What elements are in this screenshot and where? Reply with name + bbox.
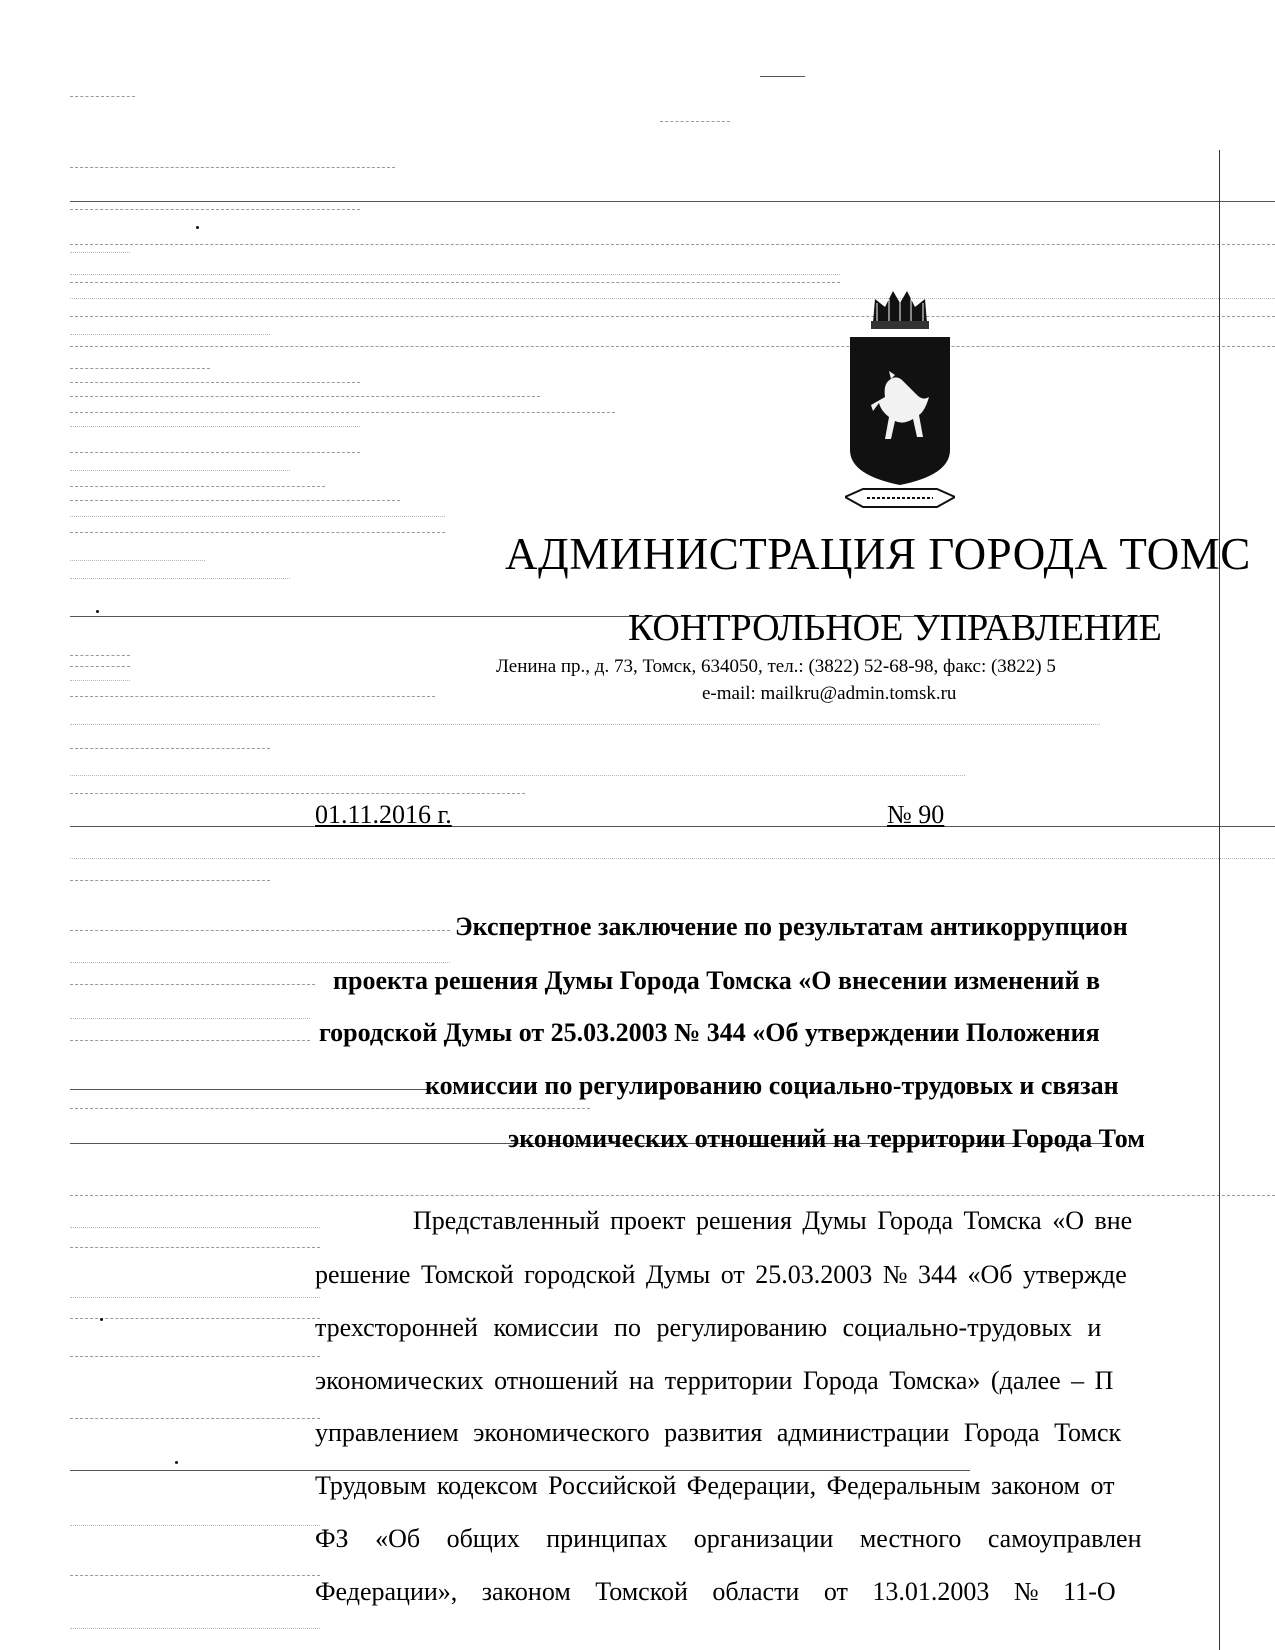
scan-artifact	[70, 1040, 310, 1041]
scan-artifact	[70, 244, 1275, 245]
scan-artifact	[70, 793, 525, 794]
scan-artifact	[70, 696, 435, 697]
scan-artifact	[70, 516, 445, 517]
body-line: трехсторонней комиссии по регулированию социально-трудовых и	[315, 1313, 1102, 1342]
title-line: экономических отношений на территории Города Том	[508, 1124, 1145, 1153]
title-line: Экспертное заключение по результатам антикоррупцион	[455, 912, 1128, 941]
scan-artifact	[70, 1195, 1275, 1196]
scan-artifact	[70, 396, 540, 397]
scan-vertical-line	[1219, 150, 1220, 1650]
scan-speck	[175, 1461, 178, 1464]
scan-speck	[196, 226, 199, 229]
document-date: 01.11.2016 г.	[315, 800, 452, 829]
scan-artifact	[70, 1089, 430, 1090]
scan-artifact	[70, 775, 965, 776]
scan-artifact	[70, 1356, 320, 1357]
scan-artifact	[70, 426, 360, 427]
scan-artifact	[70, 486, 325, 487]
body-line: решение Томской городской Думы от 25.03.2003 № 344 «Об утвержде	[315, 1260, 1127, 1289]
scan-artifact	[70, 282, 840, 283]
scan-artifact	[70, 724, 1100, 725]
scan-artifact	[660, 121, 730, 122]
department-title: КОНТРОЛЬНОЕ УПРАВЛЕНИЕ	[628, 607, 1162, 649]
scan-artifact	[70, 826, 1275, 827]
scan-artifact	[70, 412, 615, 413]
scan-artifact	[70, 984, 315, 985]
scan-artifact	[760, 76, 805, 77]
scan-artifact	[70, 334, 270, 335]
scan-artifact	[70, 962, 450, 963]
scan-artifact	[70, 298, 1275, 299]
scan-artifact	[70, 578, 290, 579]
scan-artifact	[70, 560, 205, 561]
scan-artifact	[70, 274, 840, 275]
body-line: экономических отношений на территории Города Томска» (далее – П	[315, 1366, 1114, 1395]
body-line: Представленный проект решения Думы Города Томска «О вне	[413, 1206, 1133, 1235]
body-line: Трудовым кодексом Российской Федерации, Федеральным законом от	[315, 1471, 1115, 1500]
scan-artifact	[70, 1247, 320, 1248]
document-number: № 90	[887, 800, 945, 829]
scan-artifact	[70, 1108, 590, 1109]
scan-artifact	[70, 858, 1275, 859]
scan-artifact	[70, 680, 130, 681]
title-line: комиссии по регулированию социально-трудовых и связан	[425, 1071, 1119, 1100]
scan-artifact	[70, 368, 210, 369]
scan-artifact	[70, 382, 360, 383]
scan-artifact	[70, 500, 400, 501]
scan-artifact	[70, 666, 130, 667]
body-line: управлением экономического развития администрации Города Томск	[315, 1418, 1122, 1447]
body-line: Федерации», законом Томской области от 13.01.2003 № 11-О	[315, 1577, 1116, 1606]
email-line: e-mail: mailkru@admin.tomsk.ru	[702, 683, 957, 704]
scan-artifact	[70, 748, 270, 749]
scan-artifact	[70, 201, 1275, 202]
scan-artifact	[70, 1297, 320, 1298]
scan-artifact	[70, 209, 360, 210]
scan-artifact	[70, 1018, 310, 1019]
scan-artifact	[70, 316, 1275, 317]
scan-artifact	[70, 1575, 320, 1576]
scan-artifact	[70, 1318, 320, 1319]
organization-title: АДМИНИСТРАЦИЯ ГОРОДА ТОМС	[505, 529, 1251, 579]
scan-artifact	[70, 452, 360, 453]
scan-artifact	[70, 1628, 320, 1629]
scan-artifact	[70, 1227, 320, 1228]
scan-speck	[100, 1318, 103, 1321]
scan-artifact	[70, 930, 450, 931]
scan-artifact	[70, 252, 130, 253]
scan-artifact	[70, 532, 445, 533]
scan-artifact	[70, 1418, 320, 1419]
body-line: ФЗ «Об общих принципах организации местного самоуправлен	[315, 1524, 1142, 1553]
scan-artifact	[70, 346, 1275, 347]
address-line: Ленина пр., д. 73, Томск, 634050, тел.: (3822) 52-68-98, факс: (3822) 5	[496, 656, 1056, 677]
scan-artifact	[70, 167, 395, 168]
title-line: городской Думы от 25.03.2003 № 344 «Об утверждении Положения	[319, 1018, 1100, 1047]
scan-artifact	[70, 470, 290, 471]
scan-artifact	[70, 1525, 320, 1526]
city-coat-of-arms-emblem	[845, 285, 955, 525]
title-line: проекта решения Думы Города Томска «О внесении изменений в	[333, 966, 1101, 995]
scan-artifact	[70, 655, 130, 656]
scan-artifact	[70, 96, 135, 97]
scan-speck	[96, 610, 99, 613]
scan-artifact	[70, 880, 270, 881]
